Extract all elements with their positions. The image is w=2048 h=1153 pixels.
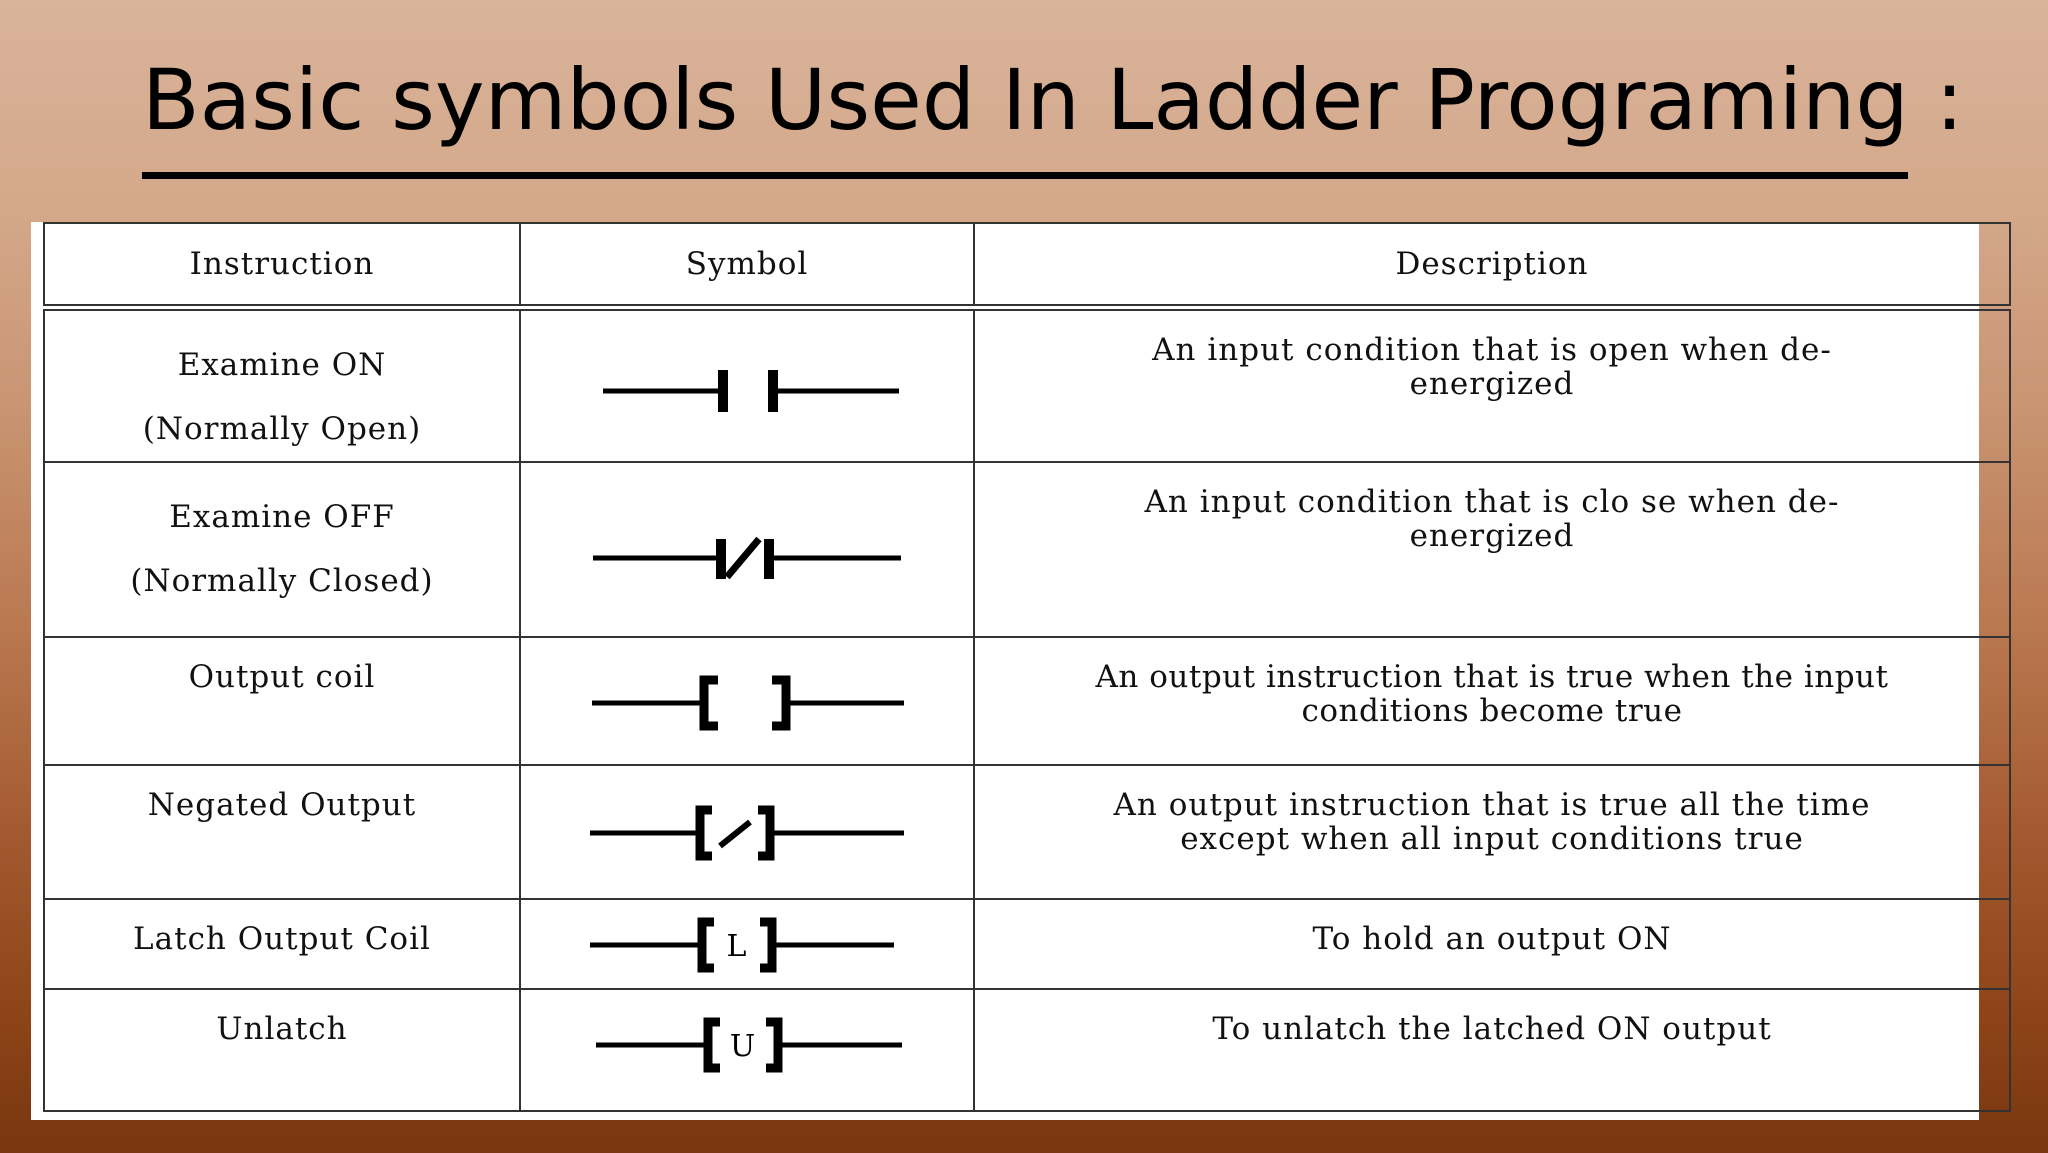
unlatch-letter: U bbox=[729, 1029, 757, 1064]
instruction-cell bbox=[44, 308, 520, 463]
instruction-cell bbox=[44, 765, 520, 899]
instruction-cell bbox=[44, 899, 520, 989]
negated-output-coil-icon bbox=[582, 798, 912, 868]
header-description: Description bbox=[974, 223, 2010, 308]
description-cell bbox=[974, 308, 2010, 463]
instruction-name: Negated Output bbox=[147, 787, 417, 823]
description-line-2: conditions become true bbox=[1301, 693, 1683, 729]
description-line-1: To unlatch the latched ON output bbox=[1212, 1011, 1772, 1047]
instruction-cell bbox=[44, 462, 520, 637]
description-cell bbox=[974, 989, 2010, 1111]
normally-open-contact-icon bbox=[587, 356, 907, 426]
description-line-1: An input condition that is clo se when de- bbox=[1144, 484, 1840, 520]
symbol-cell bbox=[520, 308, 974, 463]
unlatch-coil-icon bbox=[582, 1010, 912, 1080]
description-cell bbox=[974, 462, 2010, 637]
instruction-name: Unlatch bbox=[216, 1011, 348, 1047]
symbol-cell bbox=[520, 765, 974, 899]
symbol-cell bbox=[520, 462, 974, 637]
instruction-name: Examine OFF bbox=[169, 499, 395, 535]
table-row bbox=[44, 765, 2010, 899]
symbol-cell bbox=[520, 899, 974, 989]
ladder-symbols-table bbox=[43, 222, 2011, 1112]
instruction-cell bbox=[44, 989, 520, 1111]
description-line-1: An output instruction that is true all the time bbox=[1113, 787, 1871, 823]
instruction-name: Latch Output Coil bbox=[133, 921, 431, 957]
table-row bbox=[44, 989, 2010, 1111]
latch-letter: L bbox=[726, 929, 748, 964]
slide-title-underline bbox=[142, 40, 1964, 179]
table-row bbox=[44, 308, 2010, 463]
description-cell bbox=[974, 765, 2010, 899]
symbol-cell bbox=[520, 989, 974, 1111]
instruction-subtitle: (Normally Closed) bbox=[130, 563, 434, 599]
description-line-1: An input condition that is open when de- bbox=[1152, 332, 1832, 368]
description-line-2: except when all input conditions true bbox=[1180, 821, 1804, 857]
symbol-cell bbox=[520, 637, 974, 765]
slide-title: Basic symbols Used In Ladder Programing : bbox=[142, 51, 1964, 149]
ladder-symbols-table-panel bbox=[31, 222, 1979, 1120]
description-line-1: An output instruction that is true when the input bbox=[1095, 659, 1889, 695]
table-row bbox=[44, 637, 2010, 765]
table-row bbox=[44, 462, 2010, 637]
description-line-2: energized bbox=[1409, 366, 1575, 402]
instruction-name: Examine ON bbox=[177, 347, 387, 383]
latch-coil-icon bbox=[582, 910, 912, 980]
header-symbol: Symbol bbox=[520, 223, 974, 308]
description-line-2: energized bbox=[1409, 518, 1575, 554]
instruction-subtitle: (Normally Open) bbox=[142, 411, 422, 447]
instruction-name: Output coil bbox=[188, 659, 376, 695]
description-cell bbox=[974, 899, 2010, 989]
header-instruction: Instruction bbox=[44, 223, 520, 308]
instruction-cell bbox=[44, 637, 520, 765]
description-cell bbox=[974, 637, 2010, 765]
description-line-1: To hold an output ON bbox=[1312, 921, 1672, 957]
normally-closed-contact-icon bbox=[587, 523, 907, 593]
table-row bbox=[44, 899, 2010, 989]
table-header-row bbox=[44, 223, 2010, 308]
output-coil-icon bbox=[582, 668, 912, 738]
